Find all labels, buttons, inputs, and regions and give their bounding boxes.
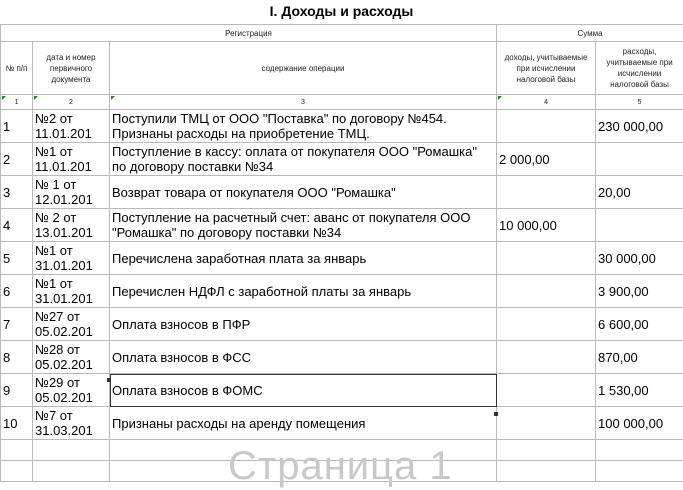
cell-income[interactable] [497, 110, 596, 143]
cell-expense[interactable]: 230 000,00 [596, 110, 683, 143]
header-col-expense[interactable]: расходы, учитываемые при исчислении налоговой базы [596, 42, 683, 95]
table-row [1, 308, 683, 341]
header-registration[interactable]: Регистрация [1, 25, 497, 42]
cell-expense[interactable]: 20,00 [596, 176, 683, 209]
cell-expense[interactable]: 3 900,00 [596, 275, 683, 308]
cell-date[interactable]: №1 от 31.01.201 [33, 242, 110, 275]
cell-expense[interactable]: 30 000,00 [596, 242, 683, 275]
table-row [1, 374, 683, 407]
cell-expense[interactable]: 6 600,00 [596, 308, 683, 341]
header-col-no[interactable]: № п/п [1, 42, 33, 95]
cell-income[interactable] [497, 374, 596, 407]
page-watermark: Страница 1 [228, 444, 453, 488]
header-col-income[interactable]: доходы, учитываемые при исчислении налоговой базы [497, 42, 596, 95]
cell-content[interactable]: Оплата взносов в ФСС [110, 341, 497, 374]
cell-empty[interactable] [497, 440, 596, 461]
cell-date[interactable]: №2 от 11.01.201 [33, 110, 110, 143]
comment-marker-icon [498, 96, 502, 100]
cell-empty[interactable] [1, 440, 33, 461]
cell-date[interactable]: №29 от 05.02.201 [33, 374, 110, 407]
income-expense-table [0, 24, 683, 482]
header-num-5[interactable]: 5 [596, 95, 683, 110]
cell-no[interactable]: 3 [1, 176, 33, 209]
table-row [1, 143, 683, 176]
cell-income[interactable]: 2 000,00 [497, 143, 596, 176]
cell-income[interactable] [497, 407, 596, 440]
header-num-2[interactable]: 2 [33, 95, 110, 110]
cell-content[interactable]: Поступление на расчетный счет: аванс от покупателя ООО "Ромашка" по договору поставки №34 [110, 209, 497, 242]
comment-marker-icon [34, 96, 38, 100]
cell-no[interactable]: 1 [1, 110, 33, 143]
header-num-3[interactable]: 3 [110, 95, 497, 110]
cell-content[interactable]: Перечислена заработная плата за январь [110, 242, 497, 275]
cell-income[interactable]: 10 000,00 [497, 209, 596, 242]
cell-empty[interactable] [33, 440, 110, 461]
cell-no[interactable]: 2 [1, 143, 33, 176]
cell-no[interactable]: 10 [1, 407, 33, 440]
header-num-1[interactable]: 1 [1, 95, 33, 110]
table-row [1, 341, 683, 374]
cell-income[interactable] [497, 308, 596, 341]
cell-income[interactable] [497, 275, 596, 308]
cell-no[interactable]: 4 [1, 209, 33, 242]
cell-content-selected[interactable]: Оплата взносов в ФОМС [110, 374, 497, 407]
cell-empty[interactable] [33, 461, 110, 482]
comment-marker-icon [111, 96, 115, 100]
cell-income[interactable] [497, 242, 596, 275]
cell-no[interactable]: 6 [1, 275, 33, 308]
table-row [1, 110, 683, 143]
cell-no[interactable]: 5 [1, 242, 33, 275]
cell-date[interactable]: №1 от 11.01.201 [33, 143, 110, 176]
cell-expense[interactable] [596, 143, 683, 176]
cell-content[interactable]: Перечислен НДФЛ с заработной платы за январь [110, 275, 497, 308]
cell-empty[interactable] [497, 461, 596, 482]
table-row [1, 176, 683, 209]
cell-empty[interactable] [596, 461, 683, 482]
cell-date[interactable]: №7 от 31.03.201 [33, 407, 110, 440]
cell-date[interactable]: № 1 от 12.01.201 [33, 176, 110, 209]
table-row [1, 209, 683, 242]
selection-fill-handle-icon[interactable] [494, 412, 498, 416]
cell-no[interactable]: 9 [1, 374, 33, 407]
cell-date[interactable]: № 2 от 13.01.201 [33, 209, 110, 242]
table-row [1, 407, 683, 440]
cell-expense[interactable]: 100 000,00 [596, 407, 683, 440]
cell-content[interactable]: Поступление в кассу: оплата от покупателя ООО "Ромашка" по договору поставки №34 [110, 143, 497, 176]
header-col-date[interactable]: дата и номер первичного документа [33, 42, 110, 95]
comment-marker-icon [2, 96, 6, 100]
header-row-numbers [1, 95, 683, 110]
cell-content[interactable]: Оплата взносов в ПФР [110, 308, 497, 341]
header-num-4[interactable]: 4 [497, 95, 596, 110]
header-sum[interactable]: Сумма [497, 25, 683, 42]
header-row-groups [1, 25, 683, 42]
cell-expense[interactable] [596, 209, 683, 242]
header-row-columns [1, 42, 683, 95]
table-row [1, 275, 683, 308]
cell-income[interactable] [497, 341, 596, 374]
cell-content[interactable]: Признаны расходы на аренду помещения [110, 407, 497, 440]
cell-empty[interactable] [1, 461, 33, 482]
cell-date[interactable]: №27 от 05.02.201 [33, 308, 110, 341]
cell-no[interactable]: 8 [1, 341, 33, 374]
selection-handle-icon[interactable] [107, 378, 111, 382]
cell-no[interactable]: 7 [1, 308, 33, 341]
cell-expense[interactable]: 870,00 [596, 341, 683, 374]
section-title: I. Доходы и расходы [269, 3, 414, 19]
cell-date[interactable]: №28 от 05.02.201 [33, 341, 110, 374]
header-col-content[interactable]: содержание операции [110, 42, 497, 95]
cell-date[interactable]: №1 от 31.01.201 [33, 275, 110, 308]
table-row [1, 242, 683, 275]
cell-expense[interactable]: 1 530,00 [596, 374, 683, 407]
cell-content[interactable]: Возврат товара от покупателя ООО "Ромашка" [110, 176, 497, 209]
cell-empty[interactable] [596, 440, 683, 461]
cell-income[interactable] [497, 176, 596, 209]
cell-content[interactable]: Поступили ТМЦ от ООО "Поставка" по договору №454. Признаны расходы на приобретение ТМЦ. [110, 110, 497, 143]
